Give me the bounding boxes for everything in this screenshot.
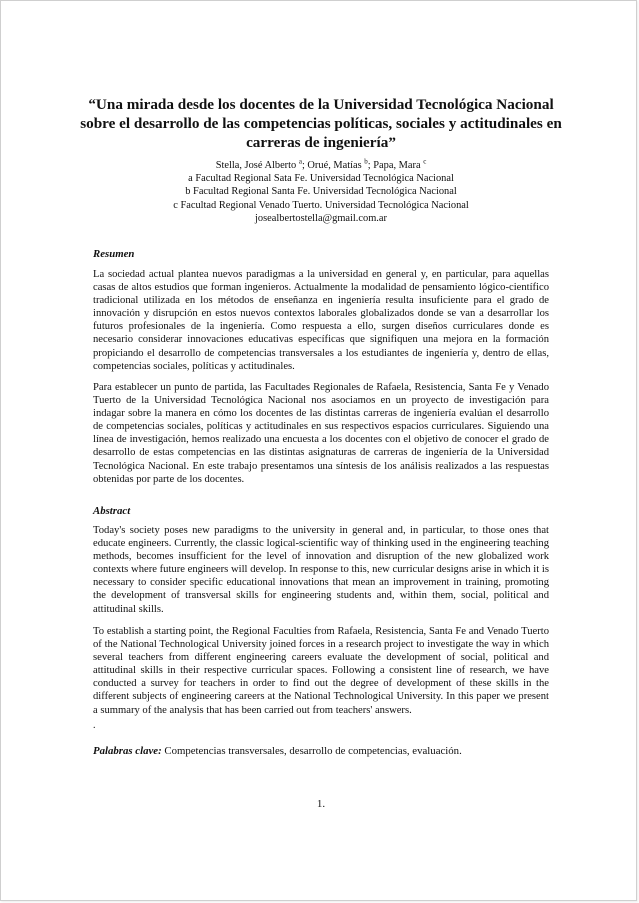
keywords-text: Competencias transversales, desarrollo de competencias, evaluación. (161, 745, 462, 757)
resumen-heading: Resumen (93, 248, 135, 260)
affiliation-a: a Facultad Regional Sata Fe. Universidad Tecnológica Nacional (188, 173, 454, 185)
affiliation-b: b Facultad Regional Santa Fe. Universidad Tecnológica Nacional (185, 186, 457, 198)
abstract-paragraph-2: To establish a starting point, the Regional Faculties from Rafaela, Resistencia, Santa Fe and Venado Tuerto of the National Technological University joined forces in a research project to investigate the way in which several teachers from different engineering careers evaluate the development of social, political and attitudinal skills in their respective curricular spaces. Following a consistent line of research, we have conducted a survey for teachers in order to find out the degree of development of these skills in the different subjects of engineering careers at the National Technological University. In this paper we present a summary of the analysis that has been carried out from teachers' answers. (93, 626, 549, 716)
resumen-paragraph-2: Para establecer un punto de partida, las Facultades Regionales de Rafaela, Resistencia, Santa Fe y Venado Tuerto de la Universidad Tecnológica Nacional nos asociamos en un proyecto de investigación para indagar sobre la manera en cómo los docentes de las distintas carreras de ingeniería evalúan el desarrollo de competencias sociales, políticas y actitudinales en sus respectivos espacios curriculares. Siguiendo una línea de investigación, hemos realizado una encuesta a los docentes con el objetivo de conocer el grado de desarrollo de estas competencias en las distintas asignaturas de carreras de ingeniería de la Universidad Tecnológica Nacional. En este trabajo presentamos una síntesis de los análisis realizados a las respuestas obtenidas por parte de los docentes. (93, 382, 549, 485)
keywords (93, 745, 553, 758)
abstract-paragraph-1: Today's society poses new paradigms to the university in general and, in particular, to those ones that educate engineers. Currently, the classic logical-scientific way of thinking used in the engineering teaching methods, becomes insufficient for the level of innovation and disruption of the new globalized work contexts where future engineers will develop. In response to this, new curricular designs arise in which it is necessary to consider specific educational innovations that mean an improvement in training, promoting the development of transversal skills for engineering students and, within them, social, political and attitudinal skills. (93, 525, 549, 615)
affiliation-marker-c: c (423, 157, 427, 166)
abstract-heading: Abstract (93, 505, 131, 517)
contact-email: josealbertostella@gmail.com.ar (255, 212, 387, 224)
keywords-label: Palabras clave: (93, 745, 162, 757)
author-line: Stella, José Alberto $^a$; Orué, Matías $^b$; Papa, Mara $^c$ (215, 157, 427, 171)
page-number: 1. (316, 798, 326, 810)
affiliation-marker-b: b (364, 157, 368, 166)
paper-title: “Una mirada desde los docentes de la Universidad Tecnológica Nacional sobre el desarrollo de las competencias políticas, sociales y actitudinales en carreras de ingeniería” (80, 96, 562, 151)
author-block (91, 159, 551, 225)
stray-mark: . (93, 720, 96, 731)
resumen-paragraph-1: La sociedad actual plantea nuevos paradigmas a la universidad en general y, en particular, para aquellas casas de altos estudios que forman ingenieros. Actualmente la modalidad de pensamiento lógico-científico tradicional utilizada en los métodos de enseñanza en ingeniería resulta insuficiente para el grado de innovación y disrupción en estos nuevos contextos laborales globalizados donde se van a desarrollar los futuros profesionales de la ingeniería. Como respuesta a ello, surgen diseños curriculares donde es necesario considerar innovaciones educativas específicas que signifiquen una mejora en la formación propiciando el desarrollo de competencias transversales a los estudiantes de ingeniería y, dentro de ellas, competencias sociales, políticas y actitudinales. (93, 269, 549, 372)
affiliation-c: c Facultad Regional Venado Tuerto. Universidad Tecnológica Nacional (173, 199, 469, 211)
affiliation-marker-a: a (298, 157, 302, 166)
